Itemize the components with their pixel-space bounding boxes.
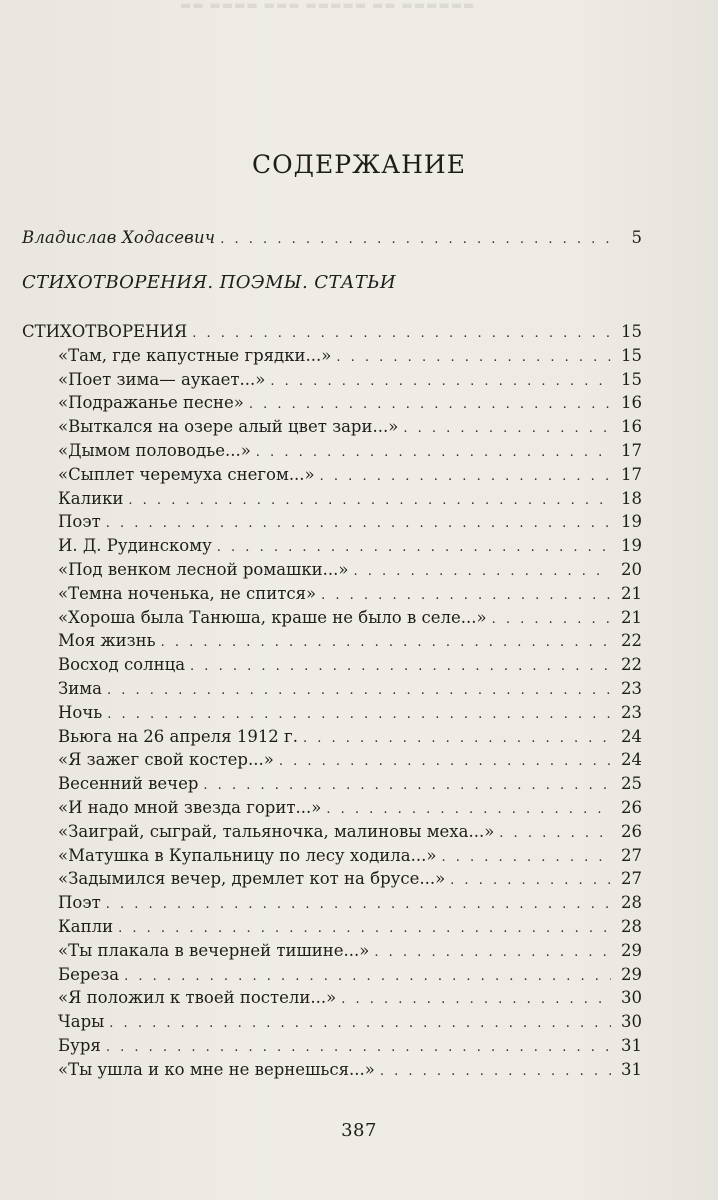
dot-leader — [249, 397, 611, 412]
dot-leader — [279, 754, 611, 769]
toc-entry-page-number: 31 — [621, 1035, 642, 1055]
toc-entry-title: «Темна ноченька, не спится» — [58, 583, 317, 603]
dot-leader — [341, 992, 611, 1007]
toc-entry-title: «Задымился вечер, дремлет кот на брусе...» — [58, 869, 446, 889]
dot-leader — [161, 635, 611, 650]
toc-entry-page-number: 22 — [621, 631, 642, 651]
dot-leader — [499, 826, 611, 841]
toc-entry-title: «Я зажег свой костер...» — [58, 750, 274, 770]
toc-entry-title: Поэт — [58, 512, 101, 532]
toc-entry-page-number: 19 — [621, 536, 642, 556]
dot-leader — [403, 421, 611, 436]
toc-entry — [22, 1036, 642, 1060]
dot-leader — [107, 707, 611, 722]
toc-entry-title: «Под венком лесной ромашки...» — [58, 559, 349, 579]
intro-entry — [22, 228, 642, 254]
toc-entry — [22, 370, 642, 394]
toc-entry-title: Капли — [58, 916, 114, 936]
dot-leader — [256, 445, 611, 460]
table-of-contents — [22, 322, 642, 1084]
toc-entry-page-number: 28 — [621, 893, 642, 913]
toc-entry-page-number: 24 — [621, 750, 642, 770]
toc-entry-page-number: 29 — [621, 964, 642, 984]
intro-title: Владислав Ходасевич — [22, 228, 216, 247]
toc-entry — [22, 536, 642, 560]
toc-entry — [22, 560, 642, 584]
show-through-text: ▬▬ ▬▬▬▬ ▬▬▬ ▬▬▬▬▬ ▬▬ ▬▬▬▬▬▬ — [180, 0, 476, 12]
toc-entry — [22, 869, 642, 893]
toc-entry-title: «Хороша была Танюша, краше не было в селе...» — [58, 607, 487, 627]
toc-entry-title: Поэт — [58, 893, 101, 913]
dot-leader — [336, 350, 611, 365]
toc-entry — [22, 965, 642, 989]
dot-leader — [190, 659, 611, 674]
toc-entry-title: «Поет зима— аукает...» — [58, 369, 266, 389]
dot-leader — [118, 921, 611, 936]
toc-entry — [22, 608, 642, 632]
dot-leader — [320, 469, 611, 484]
toc-entry-title: Зима — [58, 678, 102, 698]
dot-leader — [107, 683, 611, 698]
dot-leader — [128, 493, 611, 508]
toc-entry-page-number: 15 — [621, 322, 642, 341]
toc-entry — [22, 631, 642, 655]
toc-entry-title: «Матушка в Купальницу по лесу ходила...» — [58, 845, 437, 865]
toc-entry-title: Чары — [58, 1012, 105, 1032]
toc-entry — [22, 727, 642, 751]
toc-entry — [22, 489, 642, 513]
toc-entry-page-number: 31 — [621, 1059, 642, 1079]
dot-leader — [217, 540, 611, 555]
toc-entry-page-number: 28 — [621, 916, 642, 936]
dot-leader — [380, 1064, 611, 1079]
toc-entry-title: Вьюга на 26 апреля 1912 г. — [58, 726, 298, 746]
dot-leader — [303, 731, 611, 746]
toc-entry — [22, 846, 642, 870]
toc-entry — [22, 346, 642, 370]
toc-entry — [22, 584, 642, 608]
toc-entry — [22, 417, 642, 441]
toc-entry-page-number: 15 — [621, 345, 642, 365]
toc-entry — [22, 774, 642, 798]
toc-entry-title: «И надо мной звезда горит...» — [58, 797, 322, 817]
toc-entry — [22, 441, 642, 465]
toc-entry-page-number: 20 — [621, 559, 642, 579]
dot-leader — [441, 850, 611, 865]
dot-leader — [220, 232, 611, 247]
toc-entry — [22, 941, 642, 965]
toc-entry-page-number: 30 — [621, 1012, 642, 1032]
toc-entry-title: Буря — [58, 1035, 101, 1055]
dot-leader — [192, 326, 611, 341]
toc-entry-title: «Я положил к твоей постели...» — [58, 988, 337, 1008]
toc-entry — [22, 988, 642, 1012]
toc-entry-page-number: 17 — [621, 464, 642, 484]
dot-leader — [492, 612, 611, 627]
toc-entry-page-number: 23 — [621, 702, 642, 722]
toc-entry-page-number: 24 — [621, 726, 642, 746]
toc-entry-title: Восход солнца — [58, 655, 186, 675]
dot-leader — [203, 778, 611, 793]
toc-entry-page-number: 26 — [621, 797, 642, 817]
toc-entry-page-number: 30 — [621, 988, 642, 1008]
dot-leader — [450, 873, 611, 888]
toc-entry-title: Весенний вечер — [58, 774, 199, 794]
toc-entry — [22, 1060, 642, 1084]
toc-entry-page-number: 16 — [621, 417, 642, 437]
toc-entry-title: Береза — [58, 964, 120, 984]
toc-entry-page-number: 27 — [621, 869, 642, 889]
toc-entry-title: «Ты ушла и ко мне не вернешься...» — [58, 1059, 375, 1079]
page-number: 387 — [341, 1120, 377, 1141]
toc-entry-title: Ночь — [58, 702, 103, 722]
dot-leader — [124, 969, 611, 984]
toc-entry — [22, 893, 642, 917]
toc-section-entry — [22, 322, 642, 346]
toc-entry-page-number: 27 — [621, 845, 642, 865]
toc-entry-title: И. Д. Рудинскому — [58, 536, 212, 556]
page-title: СОДЕРЖАНИЕ — [252, 150, 466, 179]
toc-entry-page-number: 18 — [621, 488, 642, 508]
toc-entry — [22, 679, 642, 703]
toc-entry — [22, 703, 642, 727]
dot-leader — [270, 374, 611, 389]
toc-entry-page-number: 21 — [621, 607, 642, 627]
dot-leader — [109, 1016, 611, 1031]
toc-entry-page-number: 29 — [621, 940, 642, 960]
toc-entry-title: «Сыплет черемуха снегом...» — [58, 464, 315, 484]
toc-entry-page-number: 22 — [621, 655, 642, 675]
toc-entry-page-number: 16 — [621, 393, 642, 413]
toc-entry-page-number: 17 — [621, 440, 642, 460]
toc-entry — [22, 750, 642, 774]
toc-entry-title: «Ты плакала в вечерней тишине...» — [58, 940, 370, 960]
toc-entry-title: «Подражанье песне» — [58, 393, 244, 413]
section-title: СТИХОТВОРЕНИЯ. ПОЭМЫ. СТАТЬИ — [22, 272, 396, 293]
dot-leader — [326, 802, 611, 817]
toc-entry-title: СТИХОТВОРЕНИЯ — [22, 322, 188, 341]
toc-entry — [22, 822, 642, 846]
dot-leader — [106, 516, 611, 531]
intro-page-number: 5 — [631, 228, 642, 247]
toc-entry — [22, 655, 642, 679]
toc-entry — [22, 1012, 642, 1036]
dot-leader — [354, 564, 611, 579]
toc-entry-title: «Выткался на озере алый цвет зари...» — [58, 417, 399, 437]
toc-entry — [22, 465, 642, 489]
toc-entry — [22, 798, 642, 822]
dot-leader — [374, 945, 611, 960]
toc-entry-page-number: 25 — [621, 774, 642, 794]
toc-entry-title: «Дымом половодье...» — [58, 440, 251, 460]
toc-entry-page-number: 26 — [621, 821, 642, 841]
dot-leader — [106, 897, 611, 912]
toc-entry — [22, 917, 642, 941]
toc-entry-page-number: 15 — [621, 369, 642, 389]
toc-entry-title: «Там, где капустные грядки...» — [58, 345, 332, 365]
dot-leader — [106, 1040, 611, 1055]
toc-entry-title: «Заиграй, сыграй, тальяночка, малиновы меха...» — [58, 821, 495, 841]
toc-entry-page-number: 21 — [621, 583, 642, 603]
toc-entry — [22, 393, 642, 417]
toc-entry-page-number: 19 — [621, 512, 642, 532]
toc-entry-title: Калики — [58, 488, 124, 508]
toc-entry-title: Моя жизнь — [58, 631, 156, 651]
toc-entry-page-number: 23 — [621, 678, 642, 698]
dot-leader — [321, 588, 611, 603]
toc-entry — [22, 512, 642, 536]
